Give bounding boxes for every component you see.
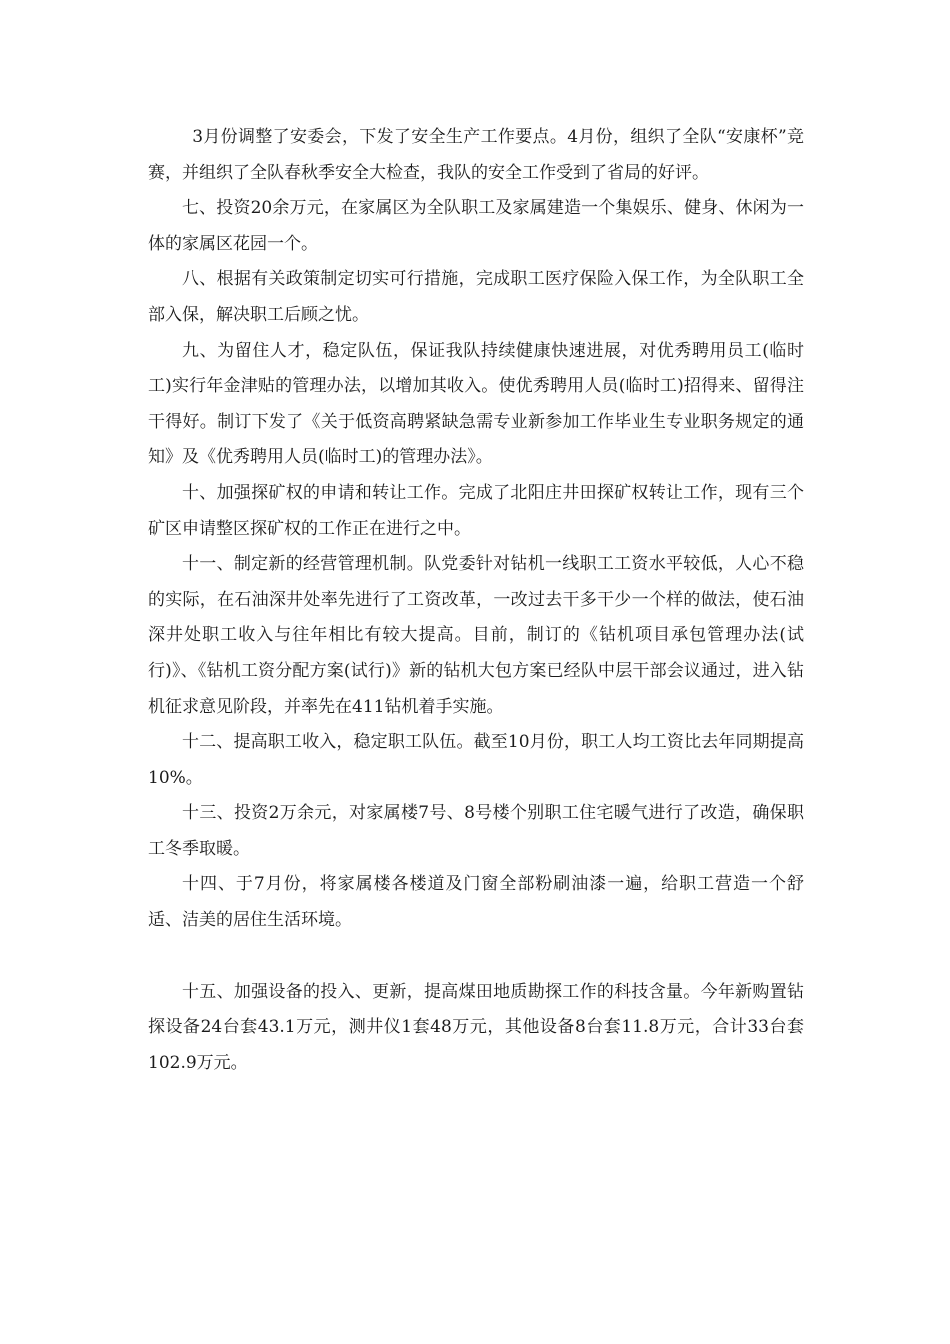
paragraph-item-7: 七、投资20余万元，在家属区为全队职工及家属建造一个集娱乐、健身、休闲为一体的家属区花园一个。 [148,198,804,254]
paragraph-item-11: 十一、制定新的经营管理机制。队党委针对钻机一线职工工资水平较低，人心不稳的实际，在石油深井处率先进行了工资改革，一改过去干多干少一个样的做法，使石油深井处职工收入与往年相比有较大提高。目前，制订的《钻机项目承包管理办法(试行)》、《钻机工资分配方案(试行)》新的钻机大包方案已经队中层干部会议通过，进入钻机征求意见阶段，并率先在411钻机着手实施。 [148,554,804,717]
paragraph-item-14: 十四、于7月份，将家属楼各楼道及门窗全部粉刷油漆一遍，给职工营造一个舒适、洁美的居住生活环境。 [148,874,804,931]
paragraph-item-10: 十、加强探矿权的申请和转让工作。完成了北阳庄井田探矿权转让工作，现有三个矿区申请整区探矿权的工作正在进行之中。 [148,482,804,539]
paragraph-item-15: 十五、加强设备的投入、更新，提高煤田地质勘探工作的科技含量。今年新购置钻探设备24台套43.1万元，测井仪1套48万元，其他设备8台套11.8万元，合计33台套102.9万元。 [148,981,804,1073]
paragraph-safety-work: 3月份调整了安委会，下发了安全生产工作要点。4月份，组织了全队“安康杯”竞赛，并组织了全队春秋季安全大检查，我队的安全工作受到了省局的好评。 [148,127,804,183]
paragraph-item-12: 十二、提高职工收入，稳定职工队伍。截至10月份，职工人均工资比去年同期提高10%。 [148,732,804,788]
document-body [148,120,804,1081]
paragraph-item-9: 九、为留住人才，稳定队伍，保证我队持续健康快速进展，对优秀聘用员工(临时工)实行年金津贴的管理办法，以增加其收入。使优秀聘用人员(临时工)招得来、留得注干得好。制订下发了《关于低资高聘紧缺急需专业新参加工作毕业生专业职务规定的通知》及《优秀聘用人员(临时工)的管理办法》。 [148,340,804,468]
paragraph-item-13: 十三、投资2万余元，对家属楼7号、8号楼个别职工住宅暖气进行了改造，确保职工冬季取暖。 [148,803,804,859]
paragraph-item-8: 八、根据有关政策制定切实可行措施，完成职工医疗保险入保工作，为全队职工全部入保，解决职工后顾之忧。 [148,269,804,325]
